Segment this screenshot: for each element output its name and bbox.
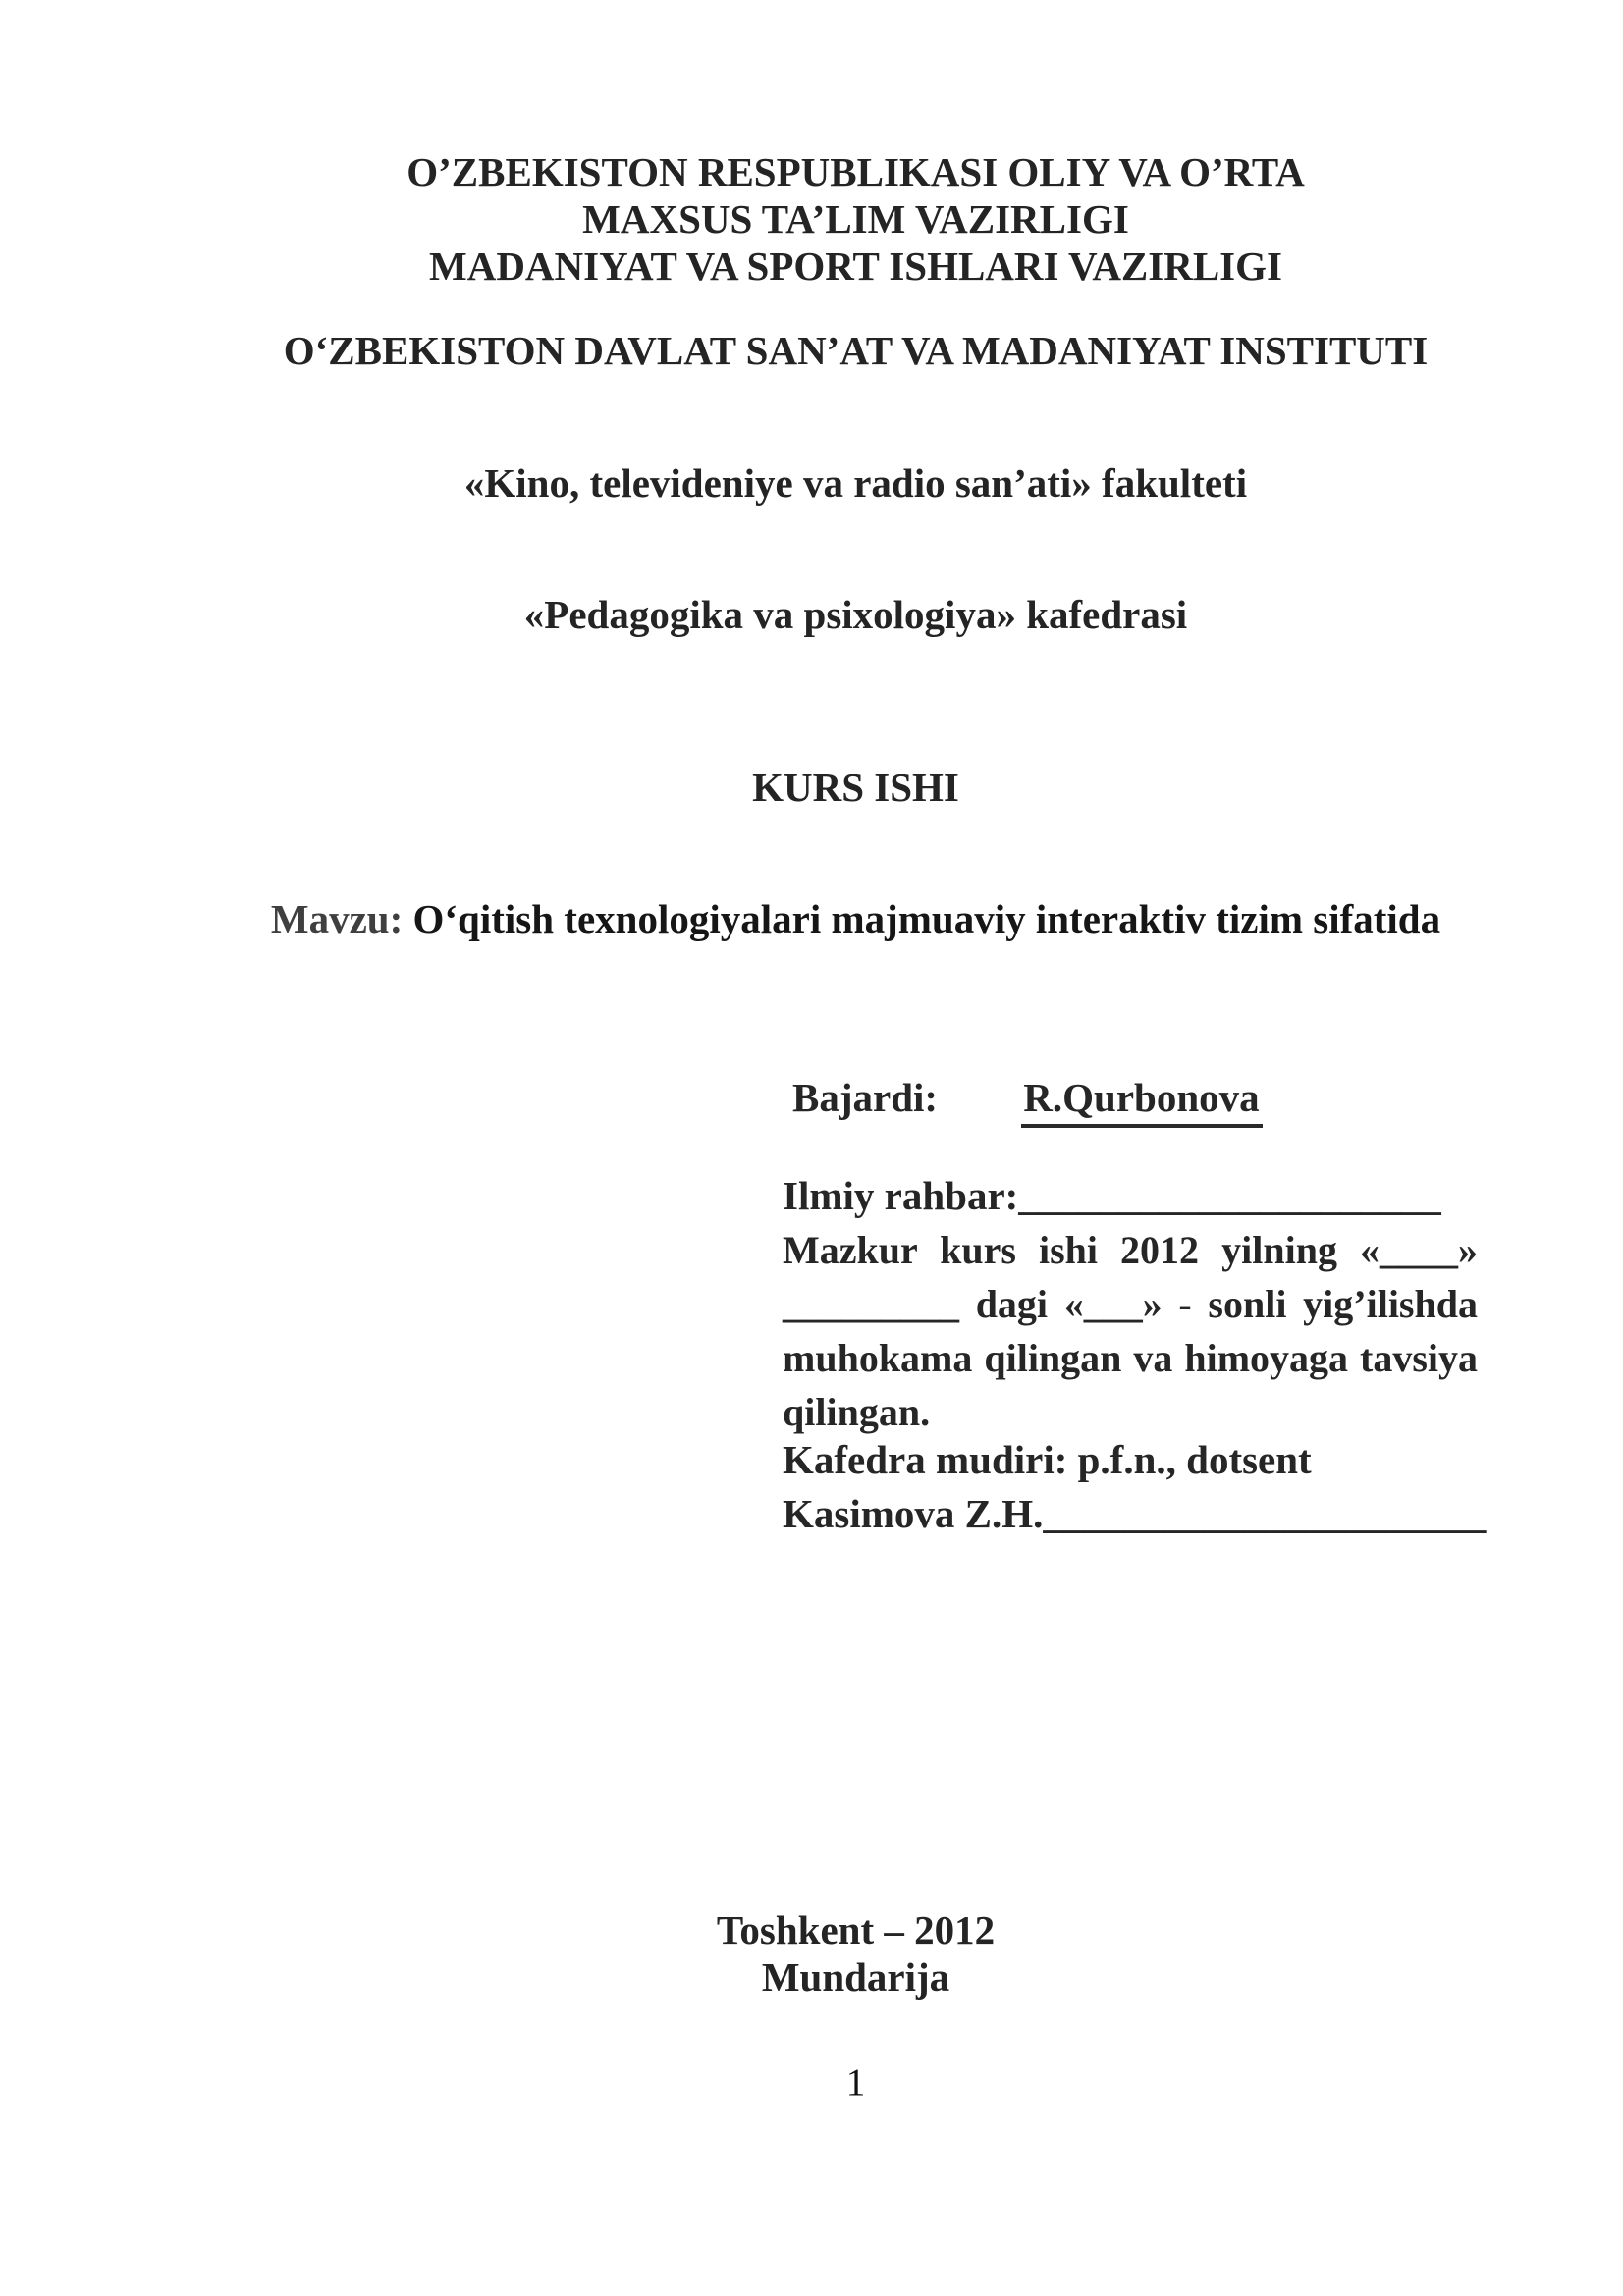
approval-line: Mazkur kurs ishi 2012 yilning «____»: [783, 1228, 1478, 1272]
approval-paragraph: [783, 1223, 1478, 1439]
topic-line: [236, 895, 1476, 942]
work-type-title: KURS ISHI: [752, 765, 959, 810]
department-name: «Pedagogika va psixologiya» kafedrasi: [523, 592, 1188, 637]
department-head-block: [783, 1433, 1499, 1541]
approval-line: qilingan.: [783, 1390, 931, 1434]
topic-title: O‘qitish texnologiyalari majmuaviy interaktiv tizim sifatida: [412, 896, 1441, 941]
page-number: 1: [845, 2061, 866, 2104]
performer-row: [783, 1073, 1478, 1128]
topic-label: Mavzu:: [270, 896, 404, 941]
institute-name: O‘ZBEKISTON DAVLAT SAN’AT VA MADANIYAT INSTITUTI: [283, 328, 1429, 373]
ministry-line-3: MADANIYAT VA SPORT ISHLARI VAZIRLIGI: [429, 243, 1282, 289]
ministry-line-1: O’ZBEKISTON RESPUBLIKASI OLIY VA O’RTA: [406, 149, 1305, 194]
approval-line: _________ dagi «___» - sonli yig’ilishda: [783, 1282, 1478, 1326]
advisor-line: Ilmiy rahbar:_____________________: [783, 1173, 1441, 1218]
approval-line: muhokama qilingan va himoyaga tavsiya: [783, 1336, 1478, 1380]
faculty-name: «Kino, televideniye va radio san’ati» fakulteti: [463, 460, 1248, 506]
footer-block: [236, 1906, 1476, 2001]
toc-label: Mundarija: [761, 1954, 950, 2000]
city-year: Toshkent – 2012: [716, 1907, 996, 1952]
department-head-name: Kasimova Z.H.______________________: [783, 1491, 1487, 1536]
performer-name: R.Qurbonova: [1021, 1073, 1262, 1128]
ministry-heading: [236, 148, 1476, 290]
department-head-title: Kafedra mudiri: p.f.n., dotsent: [783, 1437, 1312, 1482]
performer-label: Bajardi:: [792, 1075, 939, 1120]
ministry-line-2: MAXSUS TA’LIM VAZIRLIGI: [582, 196, 1129, 241]
